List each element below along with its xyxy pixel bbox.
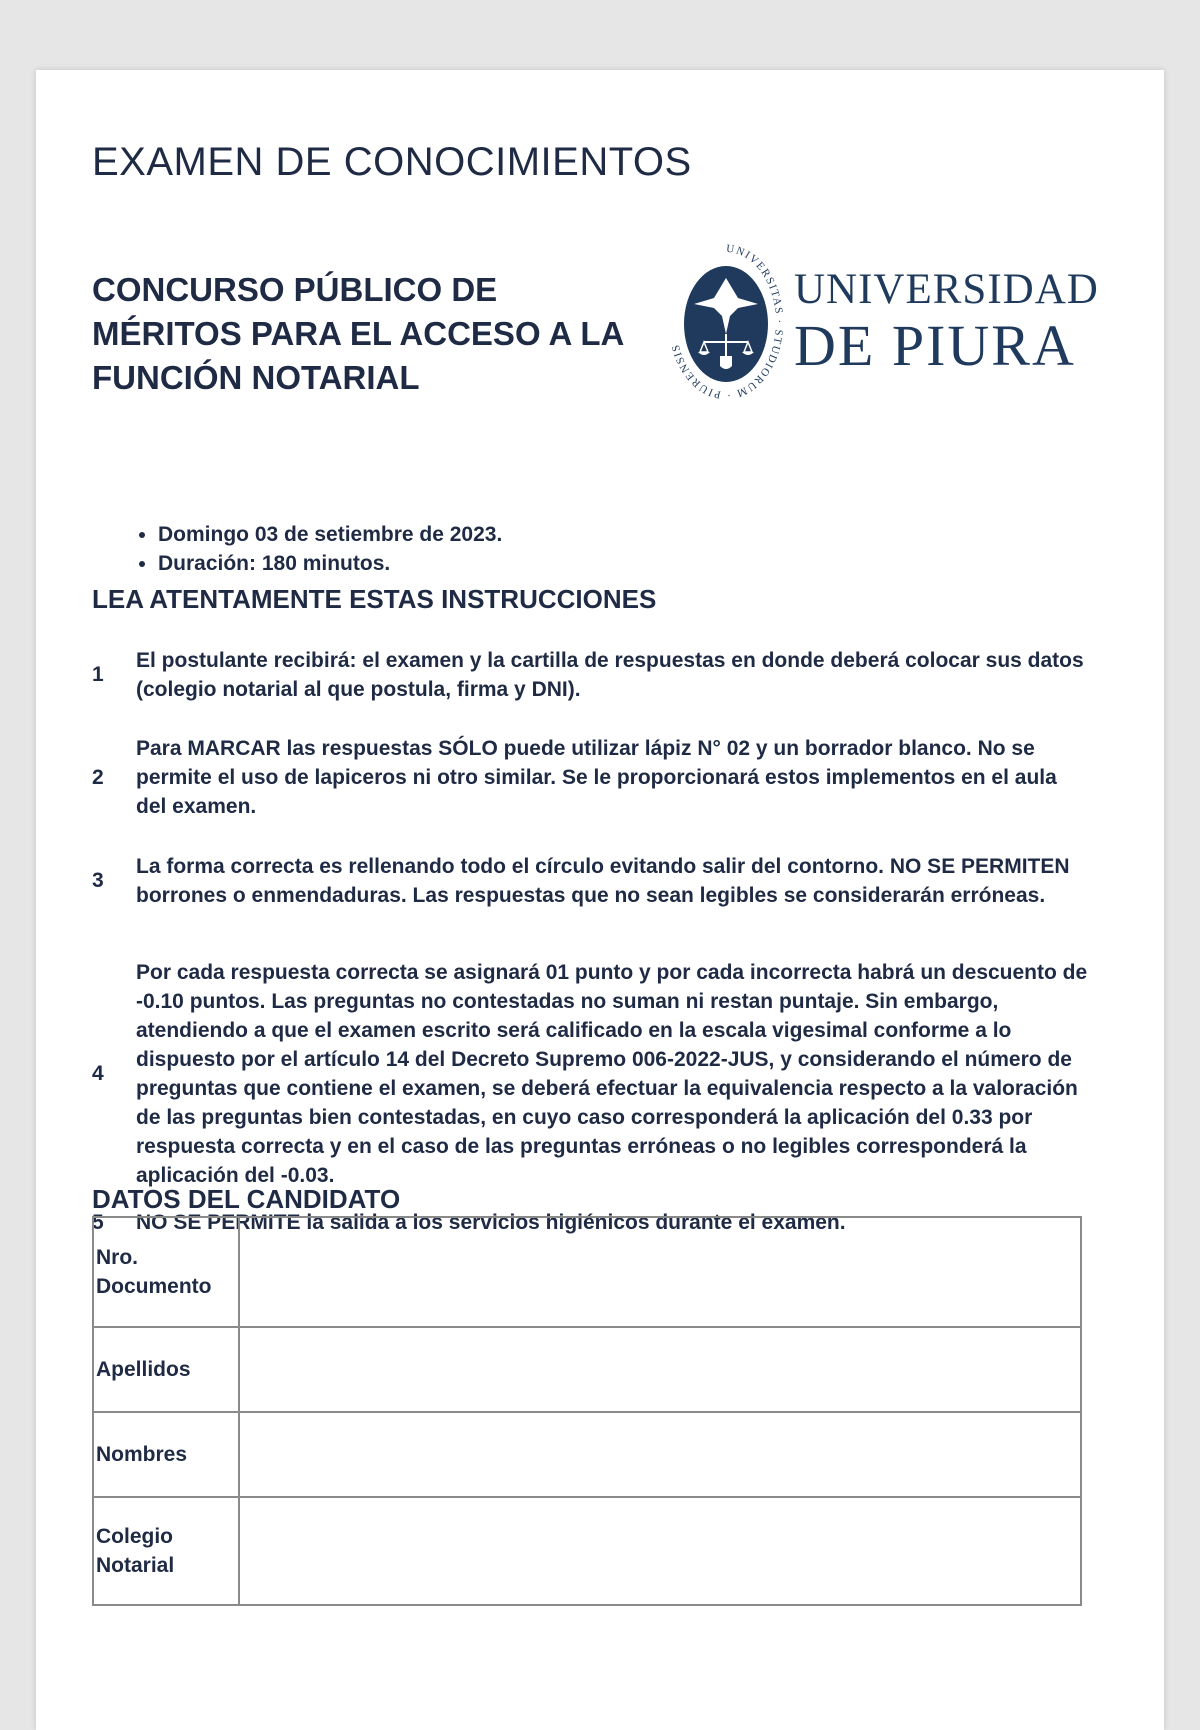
contest-title-line: CONCURSO PÚBLICO DE bbox=[92, 271, 498, 308]
table-row bbox=[93, 1327, 1081, 1412]
instruction-number: 1 bbox=[92, 663, 104, 686]
field-label: Colegio Notarial bbox=[93, 1497, 239, 1605]
logo-line-1: UNIVERSIDAD bbox=[794, 266, 1099, 313]
names-field[interactable] bbox=[239, 1412, 1081, 1497]
logo-wordmark bbox=[794, 264, 1099, 376]
contest-title bbox=[92, 268, 652, 400]
instruction-text: La forma correcta es rellenando todo el círculo evitando salir del contorno. NO SE PERMITEN borrones o enmendaduras. Las respuestas que no sean legibles se considerarán erróneas. bbox=[136, 855, 1070, 907]
logo-line-2: DE PIURA bbox=[794, 313, 1076, 378]
seal-text: UNIVERSITAS · STUDIORUM · PIURENSIS bbox=[669, 242, 785, 402]
university-logo bbox=[664, 238, 1144, 418]
instruction-number: 3 bbox=[92, 869, 104, 892]
university-seal-icon bbox=[664, 238, 788, 418]
candidate-table bbox=[92, 1216, 1082, 1606]
table-row bbox=[93, 1217, 1081, 1327]
surnames-field[interactable] bbox=[239, 1327, 1081, 1412]
instruction-number: 2 bbox=[92, 765, 104, 789]
exam-duration: • Duración: 180 minutos. bbox=[158, 549, 502, 578]
field-label: Nro. Documento bbox=[93, 1217, 239, 1327]
candidate-heading: DATOS DEL CANDIDATO bbox=[92, 1184, 401, 1214]
contest-title-line: MÉRITOS PARA EL ACCESO A LA bbox=[92, 315, 625, 352]
instruction-item bbox=[92, 852, 1112, 910]
instruction-number: 5 bbox=[92, 1210, 104, 1234]
field-label: Nombres bbox=[93, 1412, 239, 1497]
instruction-text: El postulante recibirá: el examen y la cartilla de respuestas en donde deberá colocar sus datos (colegio notarial al que postula, firma y DNI). bbox=[136, 649, 1084, 701]
exam-date: • Domingo 03 de setiembre de 2023. bbox=[158, 520, 502, 549]
instruction-item bbox=[92, 646, 1112, 704]
table-row bbox=[93, 1412, 1081, 1497]
field-label: Apellidos bbox=[93, 1327, 239, 1412]
exam-page bbox=[36, 70, 1164, 1730]
contest-title-line: FUNCIÓN NOTARIAL bbox=[92, 359, 420, 396]
instruction-number: 4 bbox=[92, 1062, 104, 1085]
notarial-college-field[interactable] bbox=[239, 1497, 1081, 1605]
instruction-item bbox=[92, 734, 1112, 821]
exam-title: EXAMEN DE CONOCIMIENTOS bbox=[92, 140, 692, 184]
instructions-heading: LEA ATENTAMENTE ESTAS INSTRUCCIONES bbox=[92, 584, 657, 614]
exam-details bbox=[132, 520, 502, 578]
instruction-text: NO SE PERMITE la salida a los servicios higiénicos durante el examen. bbox=[136, 1211, 846, 1234]
instruction-text: Para MARCAR las respuestas SÓLO puede utilizar lápiz N° 02 y un borrador blanco. No se permite el uso de lapiceros ni otro similar. Se le proporcionará estos implementos en el aula del examen. bbox=[136, 737, 1057, 818]
instruction-item bbox=[92, 958, 1112, 1190]
instruction-text: Por cada respuesta correcta se asignará 01 punto y por cada incorrecta habrá un descuento de -0.10 puntos. Las preguntas no contestadas no suman ni restan puntaje. Sin embargo, atendiendo a que el examen escrito será calificado en la escala vigesimal conforme a lo dispuesto por el artículo 14 del Decreto Supremo 006-2022-JUS, y considerando el número de preguntas que contiene el examen, se deberá efectuar la equivalencia respecto a la valoración de las preguntas bien contestadas, en cuyo caso corresponderá la aplicación del 0.33 por respuesta correcta y en el caso de las preguntas erróneas o no legibles corresponderá la aplicación del -0.03. bbox=[136, 961, 1088, 1187]
document-number-field[interactable] bbox=[239, 1217, 1081, 1327]
table-row bbox=[93, 1497, 1081, 1605]
